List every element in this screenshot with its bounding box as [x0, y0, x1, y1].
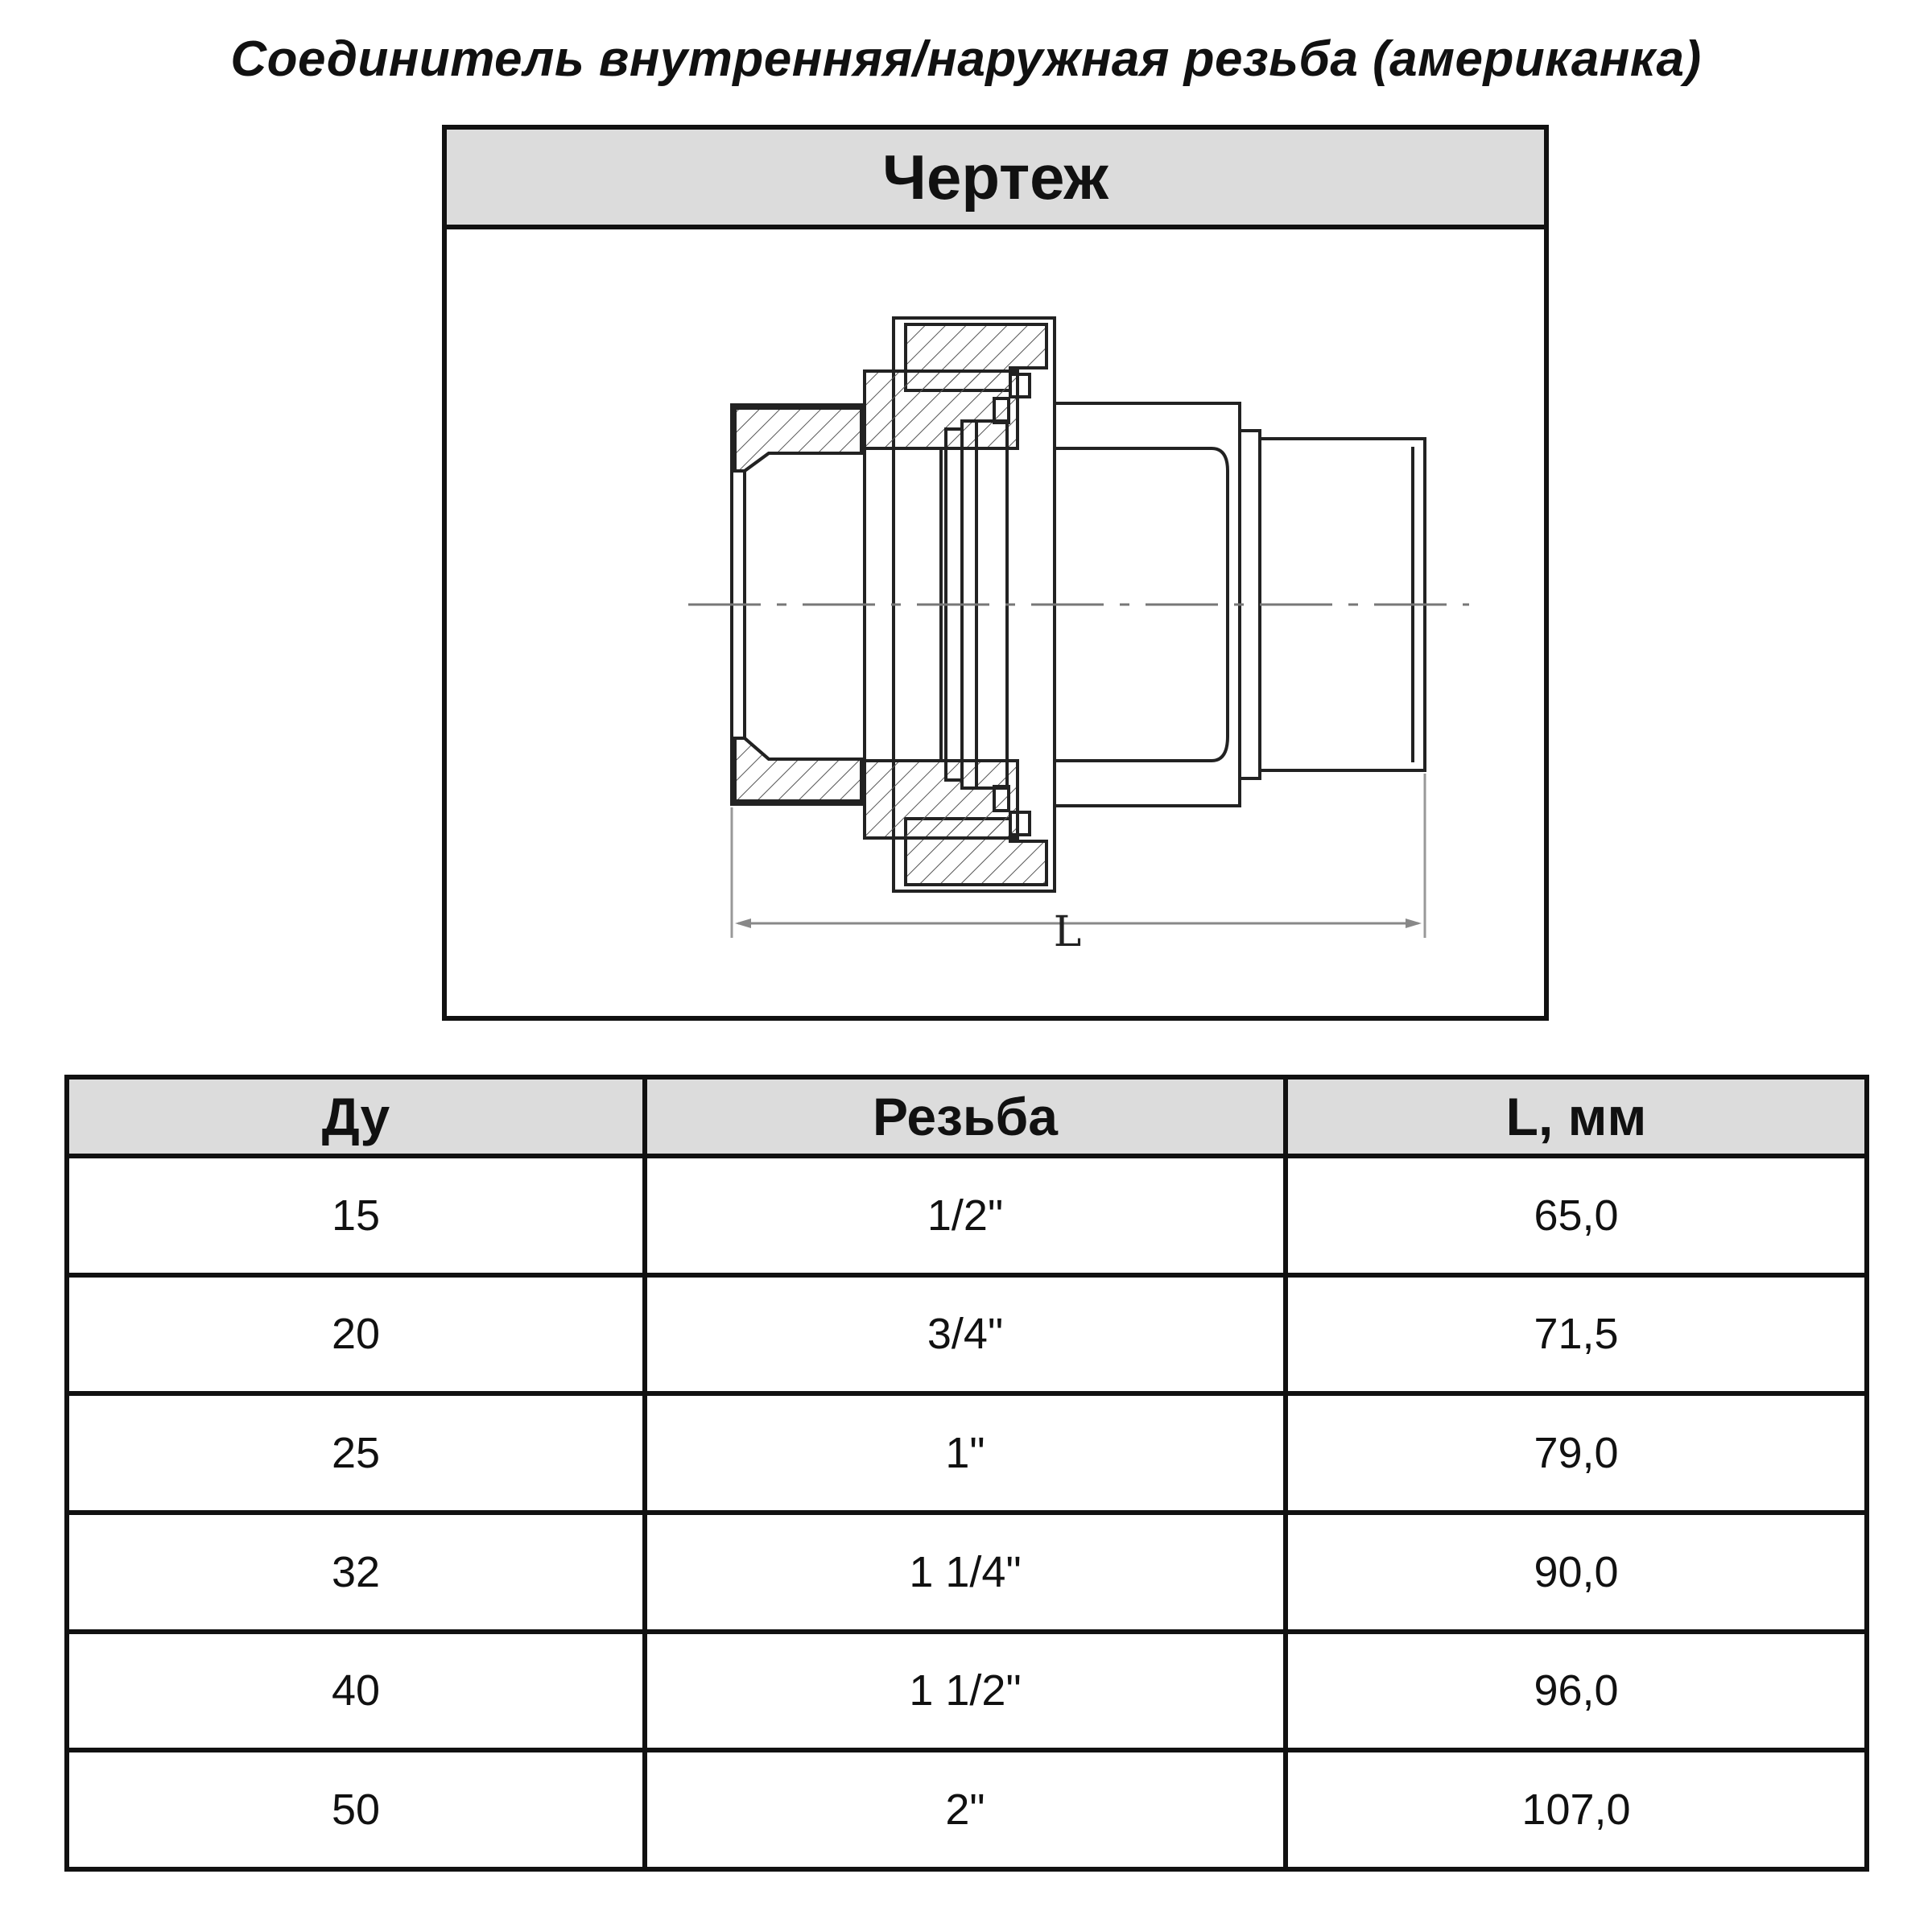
cell-thread: 2"	[645, 1750, 1286, 1869]
spec-table	[64, 1075, 1869, 1872]
cell-thread: 1/2"	[645, 1156, 1286, 1275]
cell-du: 50	[67, 1750, 645, 1869]
dimension-label: L	[1053, 908, 1082, 956]
cell-du: 20	[67, 1275, 645, 1394]
drawing-header: Чертеж	[447, 130, 1544, 229]
header-du: Ду	[67, 1077, 645, 1156]
table-row	[67, 1275, 1867, 1394]
union-fitting-drawing-icon	[447, 229, 1544, 1021]
cell-length: 107,0	[1286, 1750, 1867, 1869]
header-thread: Резьба	[645, 1077, 1286, 1156]
table-row	[67, 1393, 1867, 1513]
cell-thread: 3/4"	[645, 1275, 1286, 1394]
table-row	[67, 1513, 1867, 1632]
cell-thread: 1 1/4"	[645, 1513, 1286, 1632]
page-title: Соединитель внутренняя/наружная резьба (американка)	[230, 31, 1702, 87]
table-row	[67, 1156, 1867, 1275]
table-header-row	[67, 1077, 1867, 1156]
cell-thread: 1 1/2"	[645, 1632, 1286, 1751]
cell-length: 79,0	[1286, 1393, 1867, 1513]
cell-length: 96,0	[1286, 1632, 1867, 1751]
table-row	[67, 1632, 1867, 1751]
cell-length: 65,0	[1286, 1156, 1867, 1275]
cell-du: 25	[67, 1393, 645, 1513]
cell-du: 40	[67, 1632, 645, 1751]
drawing-panel	[442, 125, 1549, 1021]
cell-du: 32	[67, 1513, 645, 1632]
cell-length: 90,0	[1286, 1513, 1867, 1632]
header-length: L, мм	[1286, 1077, 1867, 1156]
cell-length: 71,5	[1286, 1275, 1867, 1394]
drawing-area	[447, 229, 1544, 1016]
table-row	[67, 1750, 1867, 1869]
cell-du: 15	[67, 1156, 645, 1275]
cell-thread: 1"	[645, 1393, 1286, 1513]
